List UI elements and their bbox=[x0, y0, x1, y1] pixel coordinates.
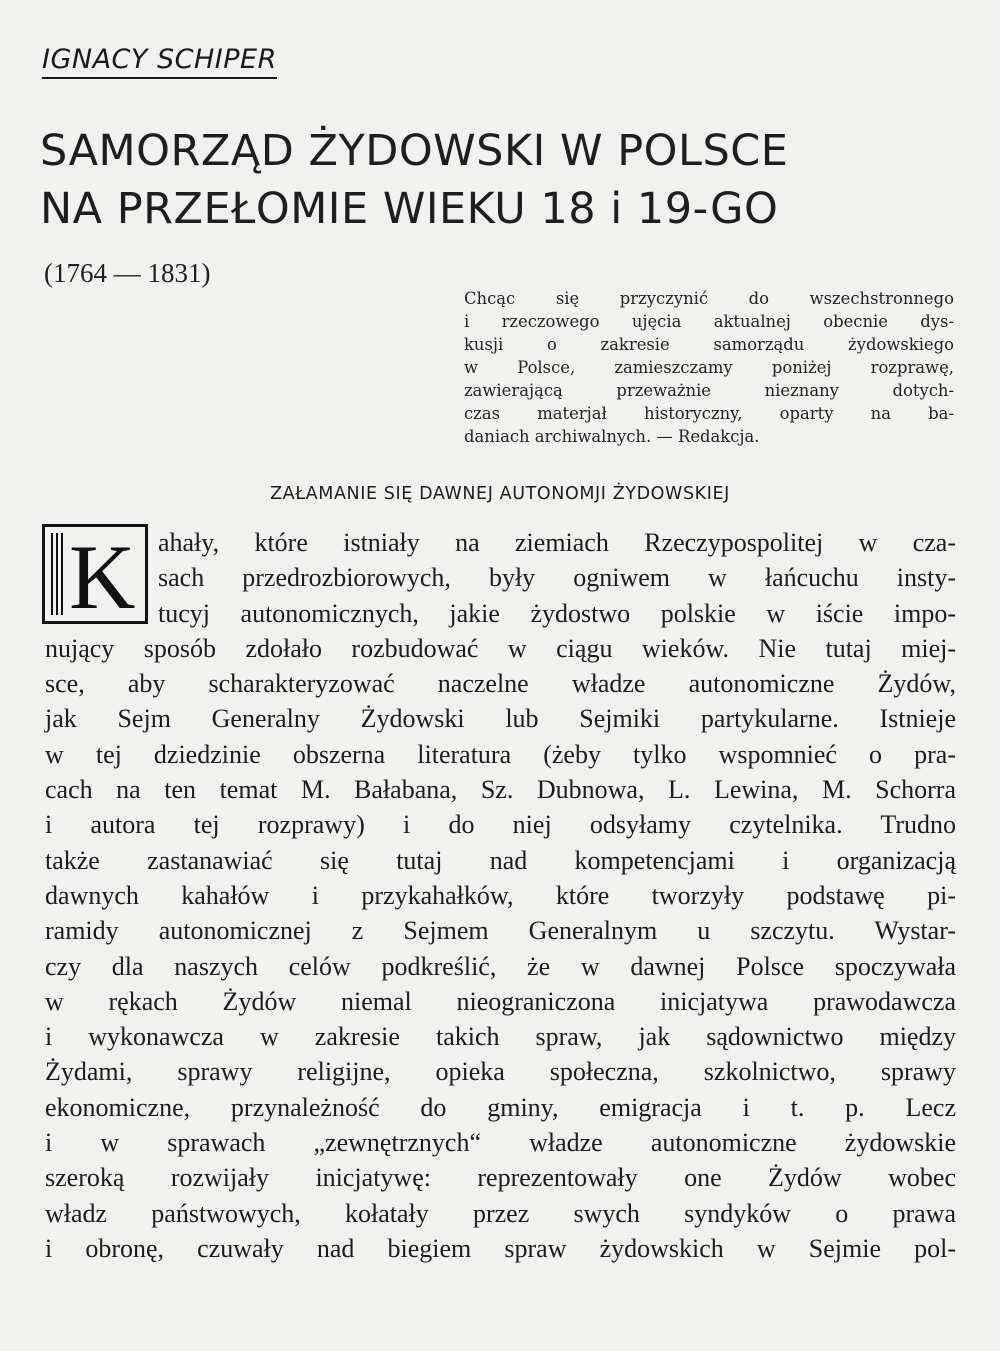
body-line: w rękach Żydów niemal nieograniczona inicjatywa prawodawcza bbox=[45, 986, 956, 1016]
intro-line: zawierającą przeważnie nieznany dotych- bbox=[464, 381, 954, 400]
body-line: ekonomiczne, przynależność do gminy, emigracja i t. p. Lecz bbox=[45, 1092, 956, 1122]
intro-line: Chcąc się przyczynić do wszechstronnego bbox=[464, 289, 954, 308]
body-line: także zastanawiać się tutaj nad kompetencjami i organizacją bbox=[45, 845, 956, 875]
body-line: sach przedrozbiorowych, były ogniwem w łańcuchu insty- bbox=[158, 563, 956, 593]
body-line: i wykonawcza w zakresie takich spraw, jak sądownictwo między bbox=[45, 1022, 956, 1052]
body-line: władz państwowych, kołatały przez swych syndyków o prawa bbox=[45, 1198, 956, 1228]
author-name: IGNACY SCHIPER bbox=[42, 44, 277, 79]
body-line: dawnych kahałów i przykahałków, które tworzyły podstawę pi- bbox=[45, 880, 956, 910]
body-line: ahały, które istniały na ziemiach Rzeczypospolitej w cza- bbox=[158, 528, 956, 557]
article-title bbox=[40, 122, 960, 238]
body-line: Żydami, sprawy religijne, opieka społeczna, szkolnictwo, sprawy bbox=[45, 1057, 956, 1087]
date-range: (1764 — 1831) bbox=[44, 258, 211, 288]
title-line-1: SAMORZĄD ŻYDOWSKI W POLSCE bbox=[40, 126, 789, 176]
body-line: sce, aby scharakteryzować naczelne władze autonomiczne Żydów, bbox=[45, 669, 956, 699]
section-heading: ZAŁAMANIE SIĘ DAWNEJ AUTONOMJI ŻYDOWSKIEJ bbox=[270, 484, 730, 504]
body-line: w tej dziedzinie obszerna literatura (żeby tylko wspomnieć o pra- bbox=[45, 739, 956, 769]
body-line: szeroką rozwijały inicjatywę: reprezentowały one Żydów wobec bbox=[45, 1163, 956, 1193]
body-line: i obronę, czuwały nad biegiem spraw żydowskich w Sejmie pol- bbox=[45, 1233, 956, 1263]
intro-line: czas materjał historyczny, oparty na ba- bbox=[464, 404, 954, 423]
title-line-2: NA PRZEŁOMIE WIEKU 18 i 19-GO bbox=[40, 184, 779, 234]
body-line: i w sprawach „zewnętrznych“ władze autonomiczne żydowskie bbox=[45, 1128, 956, 1158]
editorial-note bbox=[464, 287, 954, 448]
drop-cap-letter: K bbox=[69, 526, 136, 628]
intro-line: kusji o zakresie samorządu żydowskiego bbox=[464, 335, 954, 354]
body-line: tucyj autonomicznych, jakie żydostwo polskie w iście impo- bbox=[158, 598, 956, 628]
body-text bbox=[45, 525, 956, 1266]
intro-line: i rzeczowego ujęcia aktualnej obecnie dys- bbox=[464, 312, 954, 331]
intro-line: w Polsce, zamieszczamy poniżej rozprawę, bbox=[464, 358, 954, 377]
body-line: jak Sejm Generalny Żydowski lub Sejmiki partykularne. Istnieje bbox=[45, 704, 956, 734]
body-line: cach na ten temat M. Bałabana, Sz. Dubnowa, L. Lewina, M. Schorra bbox=[45, 775, 956, 805]
body-line: nujący sposób zdołało rozbudować w ciągu wieków. Nie tutaj miej- bbox=[45, 633, 956, 663]
body-line: ramidy autonomicznej z Sejmem Generalnym u szczytu. Wystar- bbox=[45, 916, 956, 946]
intro-line: daniach archiwalnych. — Redakcja. bbox=[464, 427, 760, 446]
body-line: czy dla naszych celów podkreślić, że w dawnej Polsce spoczywała bbox=[45, 951, 956, 981]
body-line: i autora tej rozprawy) i do niej odsyłamy czytelnika. Trudno bbox=[45, 810, 956, 840]
